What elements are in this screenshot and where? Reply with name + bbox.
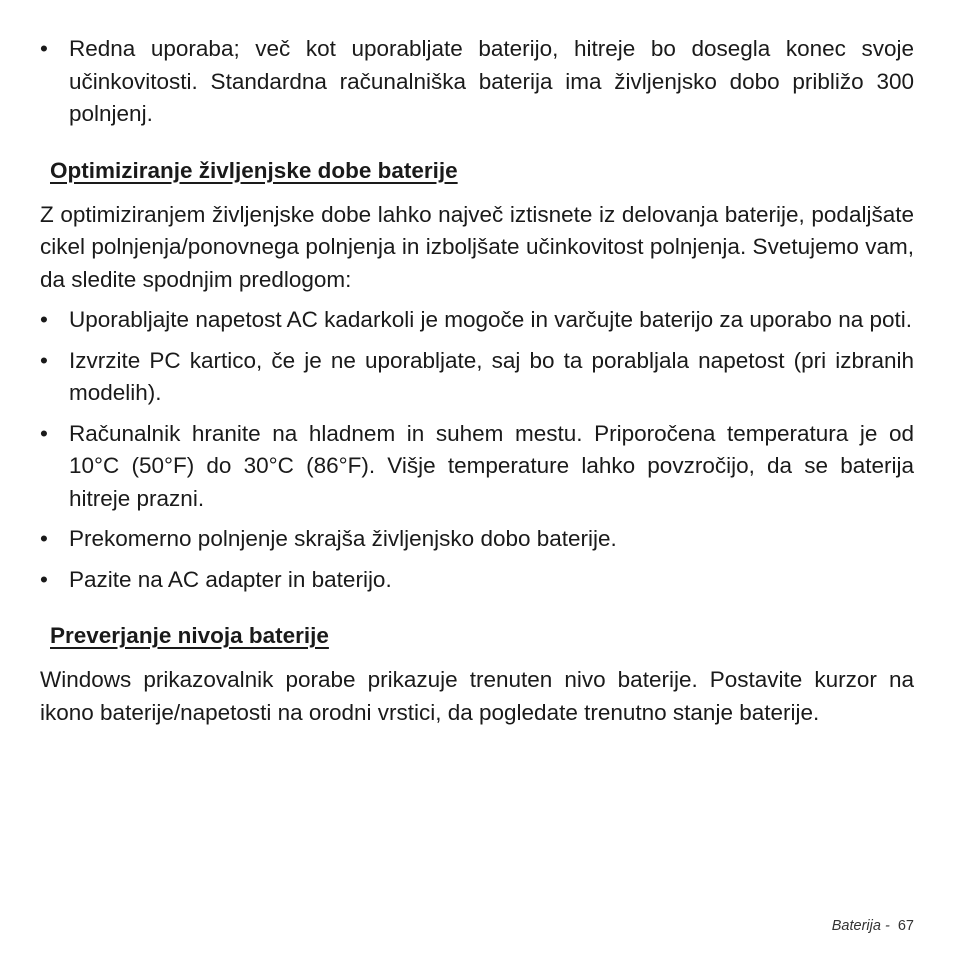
list-item <box>40 304 914 337</box>
list-item-text: Izvrzite PC kartico, če je ne uporabljate, saj bo ta porabljala napetost (pri izbranih modelih). <box>69 347 914 405</box>
list-item-text: Pazite na AC adapter in baterijo. <box>69 566 392 592</box>
list-item <box>40 564 914 597</box>
list-item-text: Uporabljajte napetost AC kadarkoli je mogoče in varčujte baterijo za uporabo na poti. <box>69 307 913 332</box>
list-item <box>40 345 914 410</box>
bullet-marker: • <box>40 526 48 551</box>
list-item <box>40 33 914 131</box>
section-heading-check-level: Preverjanje nivoja baterije <box>50 623 329 648</box>
page-footer <box>832 918 914 934</box>
page-number: 67 <box>897 918 914 934</box>
bullet-marker: • <box>40 307 48 332</box>
section-heading-optimize: Optimiziranje življenjske dobe baterije <box>50 157 458 183</box>
bullet-marker: • <box>40 36 48 61</box>
bullet-marker: • <box>40 420 48 446</box>
list-item-text: Prekomerno polnjenje skrajša življenjsko dobo baterije. <box>69 526 617 551</box>
list-item <box>40 523 914 556</box>
page-content <box>40 33 914 729</box>
bullet-marker: • <box>40 566 48 592</box>
list-item <box>40 418 914 516</box>
bullet-marker: • <box>40 347 48 373</box>
list-item-text: Računalnik hranite na hladnem in suhem mestu. Priporočena temperatura je od 10°C (50°F) do 30°C (86°F). Višje temperature lahko povzročijo, da se baterija hitreje prazni. <box>69 420 914 511</box>
list-item-text: Redna uporaba; več kot uporabljate baterijo, hitreje bo dosegla konec svoje učinkovitosti. Standardna računalniška baterija ima življenjsko dobo približo 300 polnjenj. <box>69 36 914 126</box>
section-paragraph-optimize: Z optimiziranjem življenjske dobe lahko največ iztisnete iz delovanja baterije, podaljšate cikel polnjenja/ponovnega polnjenja in izboljšate učinkovitost polnjenja. Svetujemo vam, da sledite spodnjim predlogom: <box>40 201 914 292</box>
section-paragraph-check-level: Windows prikazovalnik porabe prikazuje trenuten nivo baterije. Postavite kurzor na ikono baterije/napetosti na orodni vrstici, da pogledate trenutno stanje baterije. <box>40 667 914 725</box>
footer-section-label: Baterija - <box>831 918 890 934</box>
